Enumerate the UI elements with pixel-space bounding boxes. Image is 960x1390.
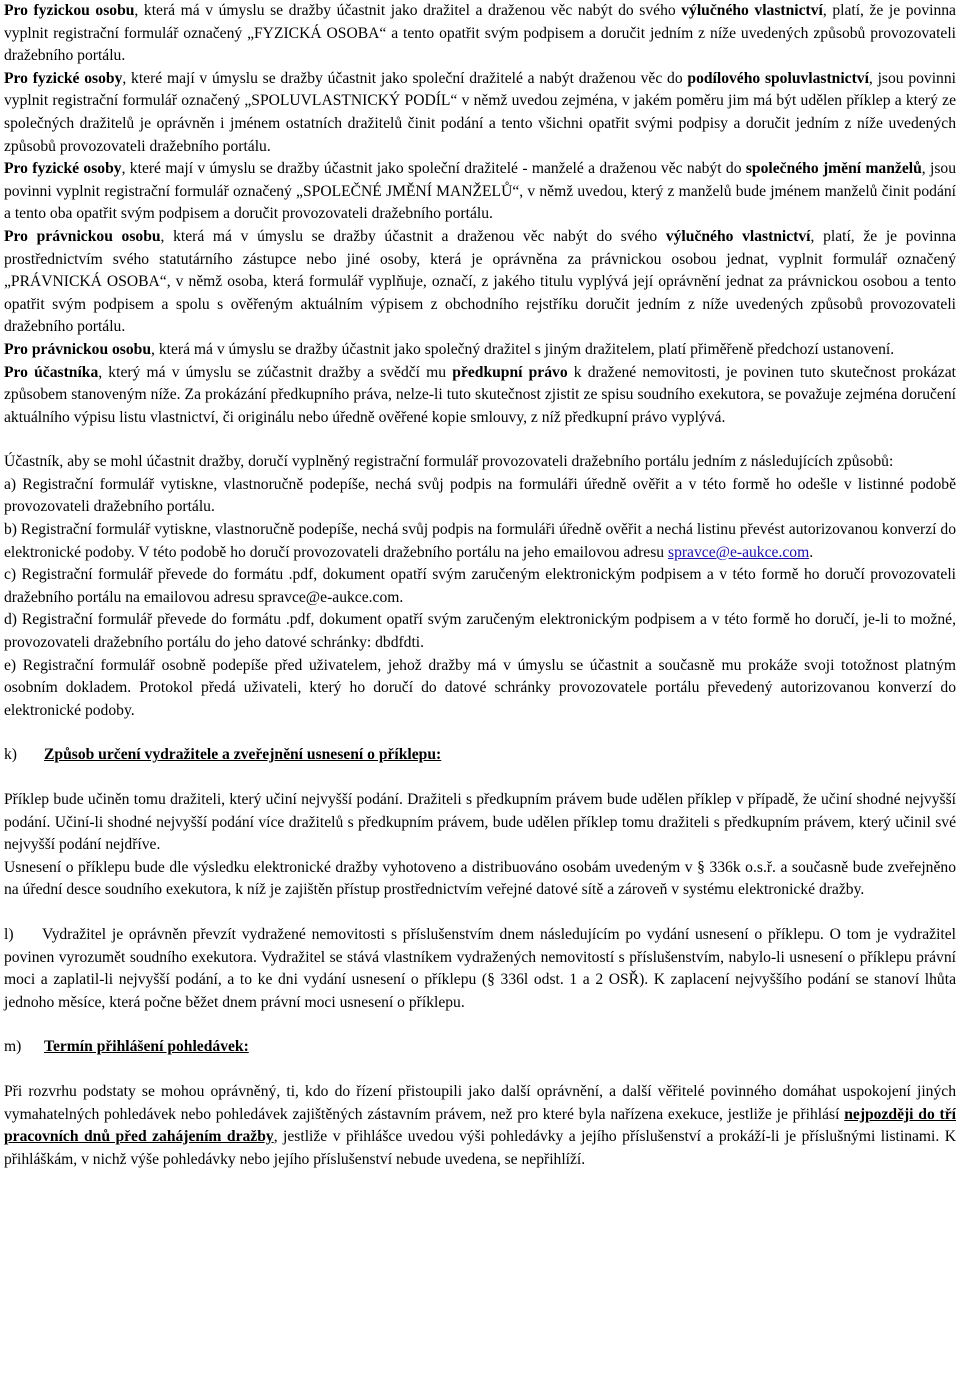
text: , která má v úmyslu se dražby účastnit jako společný dražitel s jiným dražitelem, platí přiměřeně předchozí ustanovení. xyxy=(151,340,895,358)
spacer xyxy=(4,767,956,789)
spacer xyxy=(4,1059,956,1081)
section-title: Termín přihlášení pohledávek: xyxy=(44,1038,249,1056)
spacer xyxy=(4,429,956,451)
text: , jsou povinni vyplnit registrační formulář označený „SPOLEČNÉ JMĚNÍ MANŽELŮ“, v němž uvedou, který z manželů bude jménem manželů činit podání a tento oba opatřit svým podpisem a doručit provozovateli dražebního portálu. xyxy=(4,160,957,223)
paragraph-predkupni-pravo xyxy=(4,362,956,430)
bold-lead: Pro fyzické osoby xyxy=(4,69,123,87)
paragraph-spoluvlastnictvi xyxy=(4,68,956,158)
text: . xyxy=(809,543,814,561)
email-link[interactable]: spravce@e-aukce.com xyxy=(668,543,810,561)
text: k dražené nemovitosti, je povinen tuto skutečnost prokázat způsobem stanoveným níže. Za prokázání předkupního práva, nelze-li tuto skutečnost zjistit ze spisu soudního exekutora, se považuje zejména doručení aktuálního výpisu listu vlastnictví, či originálu nebo úředně ověřené kopie smlouvy, z níž předkupní právo vyplývá. xyxy=(4,363,956,426)
bold-term: společného jmění manželů xyxy=(745,160,922,178)
text: , které mají v úmyslu se dražby účastnit jako společní dražitelé a nabýt draženou věc do xyxy=(122,69,688,87)
text: , jsou povinni vyplnit registrační formulář označený „SPOLUVLASTNICKÝ PODÍL“ v němž uvedou zejména, v jakém poměru jim má být udělen příklep a který ze společných dražitelů je oprávněn i jménem ostatních dražitelů činit podání a tento všichni opatřit svými podpisy a doručit jedním z níže uvedených způsobů provozovateli dražebního portálu. xyxy=(4,69,956,155)
list-item-b xyxy=(4,519,956,564)
text: , platí, že je povinna vyplnit registrační formulář označený „FYZICKÁ OSOBA“ a tento opatřit svým podpisem a doručit jedním z níže uvedených způsobů provozovateli dražebního portálu. xyxy=(4,2,956,65)
list-item-c: c) Registrační formulář převede do formátu .pdf, dokument opatří svým zaručeným elektronickým podpisem a v této formě ho doručí provozovateli dražebního portálu na emailovou adresu spravce@e-aukce.com. xyxy=(4,566,956,606)
deadline-term: nejpozději do tří pracovních dnů před zahájením dražby xyxy=(4,1105,956,1146)
section-letter: m) xyxy=(4,1038,22,1056)
bold-term: podílového spoluvlastnictví xyxy=(687,69,869,87)
section-title: Způsob určení vydražitele a zveřejnění usnesení o příklepu: xyxy=(44,746,442,764)
spacer xyxy=(4,1014,956,1036)
paragraph-zpusoby-doruceni: Účastník, aby se mohl účastnit dražby, doručí vyplněný registrační formulář provozovateli dražebního portálu jedním z následujících způsobů: xyxy=(4,453,894,471)
paragraph-usneseni: Usnesení o příklepu bude dle výsledku elektronické dražby vyhotoveno a distribuováno osobám uvedeným v § 336k o.s.ř. a současně bude zveřejněno na úřední desce soudního exekutora, k níž je zajištěn přístup prostřednictvím veřejné datové sítě a zároveň v systému elektronické dražby. xyxy=(4,858,956,899)
bold-lead: Pro právnickou osobu xyxy=(4,227,161,245)
text: , jestliže v přihlášce uvedou výši pohledávky a jejího příslušenství a prokáží-li je příslušnými listinami. K přihláškám, v nichž výše pohledávky nebo jejího příslušenství nebude uvedena, se nepřihlíží. xyxy=(4,1128,956,1168)
paragraph-fyzicka-osoba xyxy=(4,0,956,68)
text: , která má v úmyslu se dražby účastnit a draženou věc nabýt do svého xyxy=(160,227,666,245)
paragraph-pohledavky xyxy=(4,1081,956,1171)
bold-term: předkupní právo xyxy=(452,363,568,381)
paragraph-section-l: l) Vydražitel je oprávněn převzít vydražené nemovitosti s příslušenstvím dnem následujícím po vydání usnesení o příklepu. O tom je vydražitel povinen vyrozumět soudního exekutora. Vydražitel se stává vlastníkem vydražených nemovitostí s příslušenstvím, nabylo-li usnesení o příklepu právní moci a zaplatil-li nejvyšší podání, a to ke dni vydání usnesení o příklepu (§ 336l odst. 1 a 2 OSŘ). K zaplacení nejvyššího podání se stanoví lhůta jednoho měsíce, která počne běžet dnem právní moci usnesení o příklepu. xyxy=(4,925,960,1011)
text: , která má v úmyslu se dražby účastnit jako dražitel a draženou věc nabýt do svého xyxy=(134,2,682,19)
section-letter: k) xyxy=(4,746,17,764)
bold-term: výlučného vlastnictví xyxy=(681,2,823,19)
bold-lead: Pro fyzické osoby xyxy=(4,160,122,178)
paragraph-sjm xyxy=(4,158,956,226)
paragraph-pravnicka-spolecny xyxy=(4,339,956,362)
text: b) Registrační formulář vytiskne, vlastnoručně podepíše, nechá svůj podpis na formuláři úředně ověřit a nechá listinu převést autorizovanou konverzí do elektronické podoby. V této podobě ho doručí provozovateli dražebního portálu na jeho emailovou adresu xyxy=(4,521,956,561)
paragraph-pravnicka-osoba xyxy=(4,226,956,339)
bold-term: výlučného vlastnictví xyxy=(665,227,811,245)
text: Při rozvrhu podstaty se mohou oprávněný, ti, kdo do řízení přistoupili jako další oprávnění, a další věřitelé povinného domáhat uspokojení jiných vymahatelných pohledávek nebo pohledávek zajištěných zástavním právem, než pro které byla nařízena exekuce, jestliže je přihlásí xyxy=(4,1082,956,1123)
section-heading-k xyxy=(4,744,956,767)
bold-lead: Pro účastníka xyxy=(4,363,99,381)
paragraph-priklep: Příklep bude učiněn tomu dražiteli, který učiní nejvyšší podání. Dražiteli s předkupním právem bude udělen příklep v případě, že učiní shodné nejvyšší podání. Učiní-li shodné nejvyšší podání více dražitelů s předkupním právem, bude udělen příklep tomu dražiteli s předkupním právem, který učinil své nejvyšší podání nejdříve. xyxy=(4,791,956,854)
bold-lead: Pro fyzickou osobu xyxy=(4,2,135,19)
bold-lead: Pro právnickou osobu xyxy=(4,340,152,358)
text: , který má v úmyslu se zúčastnit dražby a svědčí mu xyxy=(98,363,453,381)
text: , které mají v úmyslu se dražby účastnit jako společní dražitelé - manželé a draženou věc nabýt do xyxy=(121,160,746,178)
spacer xyxy=(4,902,956,924)
section-heading-m xyxy=(4,1036,956,1059)
list-item-d: d) Registrační formulář převede do formátu .pdf, dokument opatří svým zaručeným elektronickým podpisem a v této formě ho doručí, je-li to možné, provozovateli dražebního portálu do jeho datové schránky: dbdfdti. xyxy=(4,611,956,652)
list-item-e: e) Registrační formulář osobně podepíše před uživatelem, jehož dražby má v úmyslu se účastnit a současně mu prokáže svoji totožnost platným osobním dokladem. Protokol předá uživateli, který ho doručí do datové schránky provozovatele portálu převedený autorizovanou konverzí do elektronické podoby. xyxy=(4,656,956,719)
spacer xyxy=(4,722,956,744)
list-item-a: a) Registrační formulář vytiskne, vlastnoručně podepíše, nechá svůj podpis na formuláři úředně ověřit a v této formě ho odešle v listinné podobě provozovateli dražebního portálu. xyxy=(4,475,956,516)
text: , platí, že je povinna prostřednictvím svého statutárního zástupce nebo jiné osoby, která je oprávněna za právnickou osobou jednat, vyplnit formulář označený „PRÁVNICKÁ OSOBA“, v němž osoba, která formulář vyplňuje, označí, z jakého titulu vyplývá její oprávnění jednat za právnickou osobou a tento opatřit svým podpisem a spolu s ověřeným aktuálním výpisem z obchodního rejstříku doručit jedním z níže uvedených způsobů provozovateli dražebního portálu. xyxy=(4,227,956,336)
